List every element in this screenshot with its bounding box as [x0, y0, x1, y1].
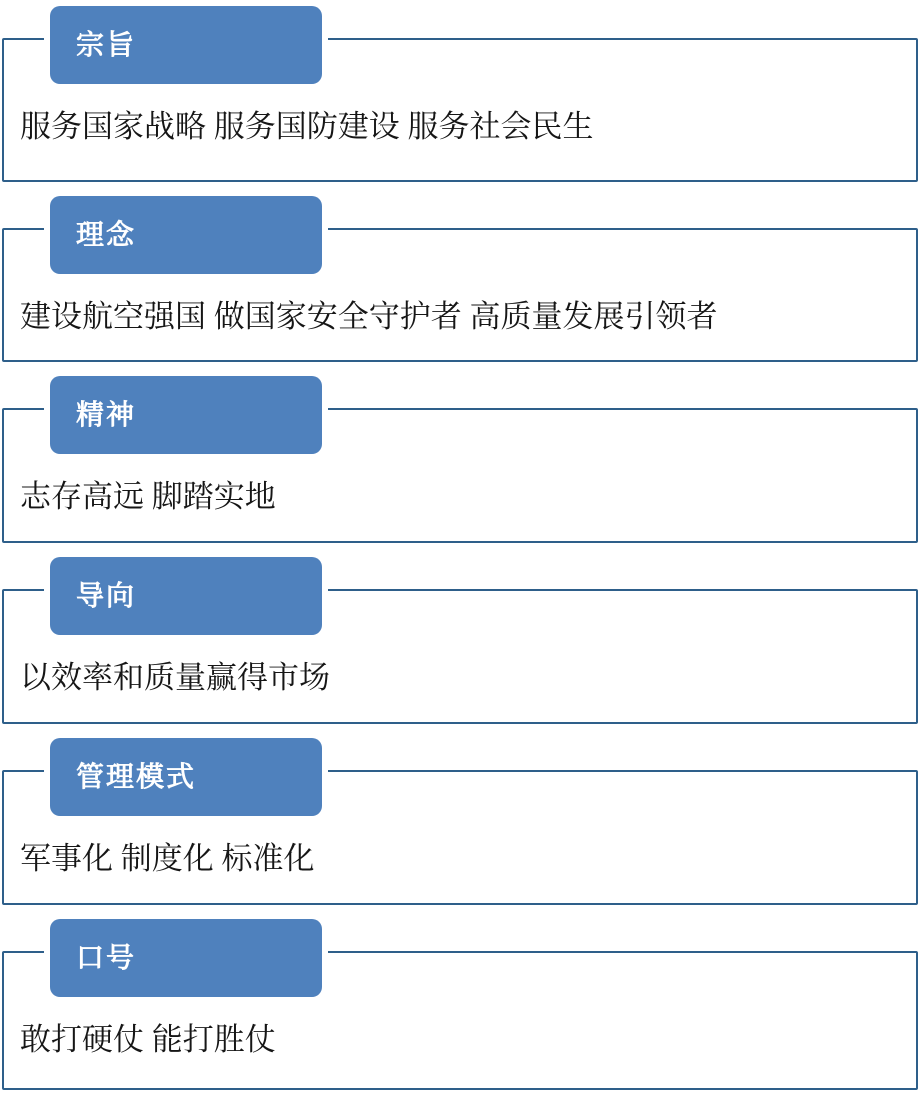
section-tab-label: 口号	[76, 942, 137, 973]
section-body-text: 志存高远 脚踏实地	[20, 479, 276, 514]
section-tab[interactable]	[50, 738, 322, 816]
section-body-text: 敢打硬仗 能打胜仗	[20, 1022, 276, 1057]
section-body-text: 服务国家战略 服务国防建设 服务社会民生	[20, 109, 594, 144]
section-tab[interactable]	[50, 196, 322, 274]
section-guanli-moshi	[0, 732, 920, 913]
section-tab[interactable]	[50, 919, 322, 997]
section-tab-label: 管理模式	[76, 761, 197, 792]
section-tab[interactable]	[50, 6, 322, 84]
section-tab[interactable]	[50, 557, 322, 635]
section-tab-label: 导向	[76, 580, 137, 611]
section-zongzhi	[0, 0, 920, 190]
section-tab[interactable]	[50, 376, 322, 454]
section-body-text: 以效率和质量赢得市场	[20, 660, 330, 695]
section-tab-label: 理念	[76, 219, 137, 250]
section-daoxiang	[0, 551, 920, 732]
section-tab-label: 宗旨	[76, 29, 137, 60]
section-linian	[0, 190, 920, 370]
section-body-text: 建设航空强国 做国家安全守护者 高质量发展引领者	[20, 299, 718, 334]
section-kouhao	[0, 913, 920, 1098]
section-tab-label: 精神	[76, 399, 137, 430]
section-jingshen	[0, 370, 920, 551]
section-body-text: 军事化 制度化 标准化	[20, 841, 315, 876]
